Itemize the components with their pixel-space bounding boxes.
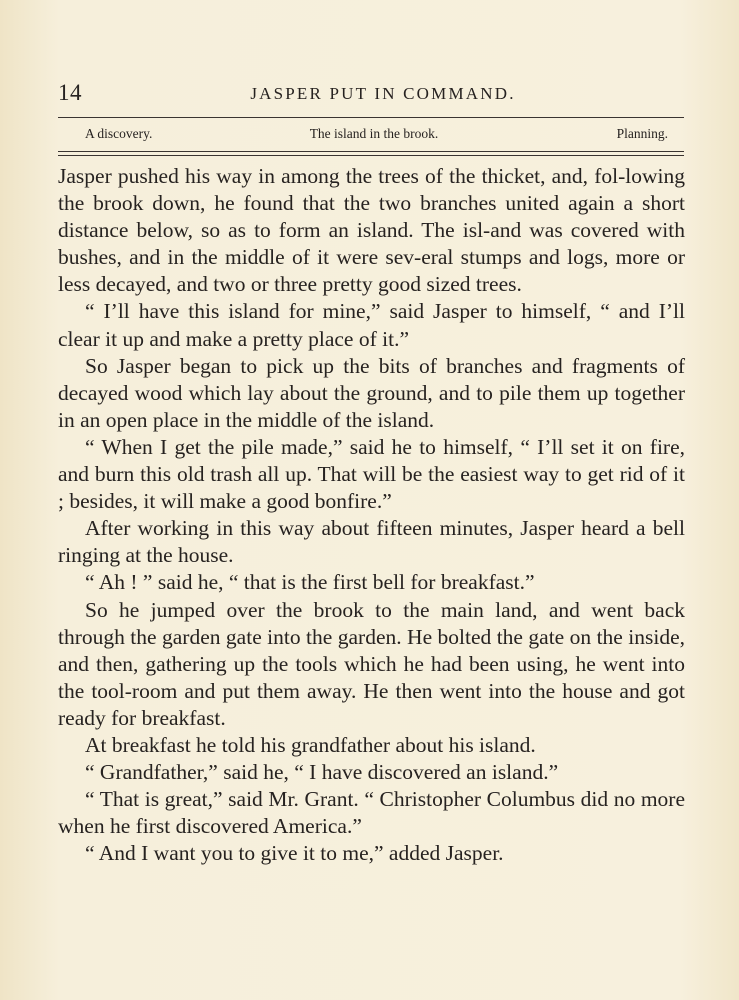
header-rule (58, 117, 684, 118)
paragraph: Jasper pushed his way in among the trees of the thicket, and, fol-lowing the brook down, he found that the two branches united again a short distance below, so as to form an island. The isl-and was covered with bushes, and in the middle of it were sev-eral stumps and logs, more or less decayed, and two or three pretty good sized trees. (58, 164, 685, 297)
paragraph: At breakfast he told his grandfather about his island. (85, 732, 536, 757)
running-head (58, 80, 684, 108)
topic-rule-lower (58, 155, 684, 156)
paragraph: “ When I get the pile made,” said he to himself, “ I’ll set it on fire, and burn this old trash all up. That will be the easiest way to get rid of it ; besides, it will make a good bonfire.” (58, 434, 685, 514)
paragraph: “ And I want you to give it to me,” added Jasper. (85, 841, 504, 866)
topic-left: A discovery. (85, 126, 153, 141)
page-number: 14 (58, 80, 82, 105)
paragraph: After working in this way about fifteen minutes, Jasper heard a bell ringing at the house. (58, 516, 685, 568)
paragraph: So Jasper began to pick up the bits of branches and fragments of decayed wood which lay about the ground, and to pile them up together in an open place in the middle of the island. (58, 353, 685, 432)
paragraph: “ Ah ! ” said he, “ that is the first bell for breakfast.” (85, 570, 535, 595)
body-text (58, 163, 685, 867)
paragraph: “ Grandfather,” said he, “ I have discovered an island.” (85, 760, 559, 785)
chapter-title: JASPER PUT IN COMMAND. (250, 84, 516, 103)
paragraph: “ That is great,” said Mr. Grant. “ Christopher Columbus did no more when he first discovered America.” (58, 787, 685, 839)
topic-headings (58, 126, 684, 146)
paragraph: “ I’ll have this island for mine,” said Jasper to himself, “ and I’ll clear it up and make a pretty place of it.” (58, 299, 685, 351)
topic-center: The island in the brook. (309, 126, 439, 141)
paragraph: So he jumped over the brook to the main land, and went back through the garden gate into the garden. He bolted the gate on the inside, and then, gathering up the tools which he had been using, he went into the tool-room and put them away. He then went into the house and got ready for breakfast. (58, 597, 685, 730)
topic-rule-upper (58, 151, 684, 152)
topic-right: Planning. (616, 126, 668, 141)
